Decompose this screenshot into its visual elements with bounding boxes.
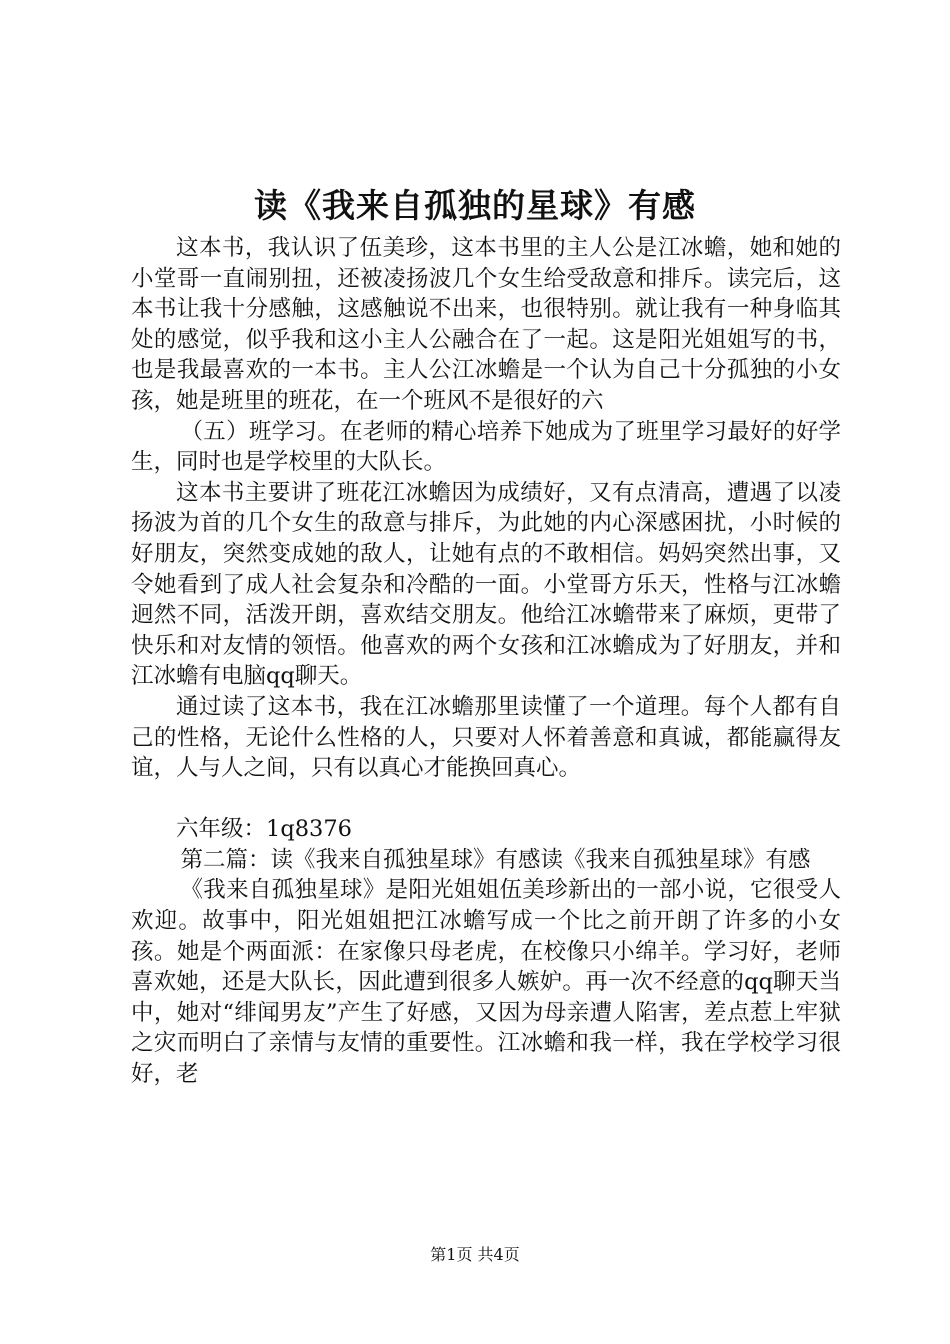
paragraph-7: 《我来自孤独星球》是阳光姐姐伍美珍新出的一部小说，它很受人欢迎。故事中，阳光姐姐把江冰蟾写成一个比之前开朗了许多的小女孩。她是个两面派：在家像只母老虎，在校像只小绵羊。学习好，老师喜欢她，还是大队长，因此遭到很多人嫉妒。再一次不经意的qq聊天当中，她对“绯闻男友”产生了好感，又因为母亲遭人陷害，差点惹上牢狱之灾而明白了亲情与友情的重要性。江冰蟾和我一样，我在学校学习很好，老 [131,877,841,1088]
paragraph-4: 通过读了这本书，我在江冰蟾那里读懂了一个道理。每个人都有自己的性格，无论什么性格的人，只要对人怀着善意和真诚，都能赢得友谊，人与人之间，只有以真心才能换回真心。 [131,693,841,782]
paragraph-3: 这本书主要讲了班花江冰蟾因为成绩好，又有点清高，遭遇了以凌扬波为首的几个女生的敌意与排斥，为此她的内心深感困扰，小时候的好朋友，突然变成她的敌人，让她有点的不敢相信。妈妈突然出事，又令她看到了成人社会复杂和冷酷的一面。小堂哥方乐天，性格与江冰蟾迥然不同，活泼开朗，喜欢结交朋友。他给江冰蟾带来了麻烦，更带了快乐和对友情的领悟。他喜欢的两个女孩和江冰蟾成为了好朋友，并和江冰蟾有电脑qq聊天。 [131,479,841,690]
paragraph-1: 这本书，我认识了伍美珍，这本书里的主人公是江冰蟾，她和她的小堂哥一直闹别扭，还被凌扬波几个女生给受敌意和排斥。读完后，这本书让我十分感触，这感触说不出来，也很特别。就让我有一种身临其处的感觉，似乎我和这小主人公融合在了一起。这是阳光姐姐写的书，也是我最喜欢的一本书。主人公江冰蟾是一个认为自己十分孤独的小女孩，她是班里的班花，在一个班风不是很好的六 [131,235,841,414]
paragraph-2: （五）班学习。在老师的精心培养下她成为了班里学习最好的好学生，同时也是学校里的大队长。 [131,418,841,476]
document-title: 读《我来自孤独的星球》有感 [254,186,696,225]
page-number-footer: 第1页 共4页 [430,1245,520,1264]
paragraph-gap [131,784,841,815]
second-article-heading: 第二篇：读《我来自孤独星球》有感读《我来自孤独星球》有感 [180,846,811,873]
document-body [131,233,841,1090]
grade-line: 六年级：1q8376 [176,816,352,843]
